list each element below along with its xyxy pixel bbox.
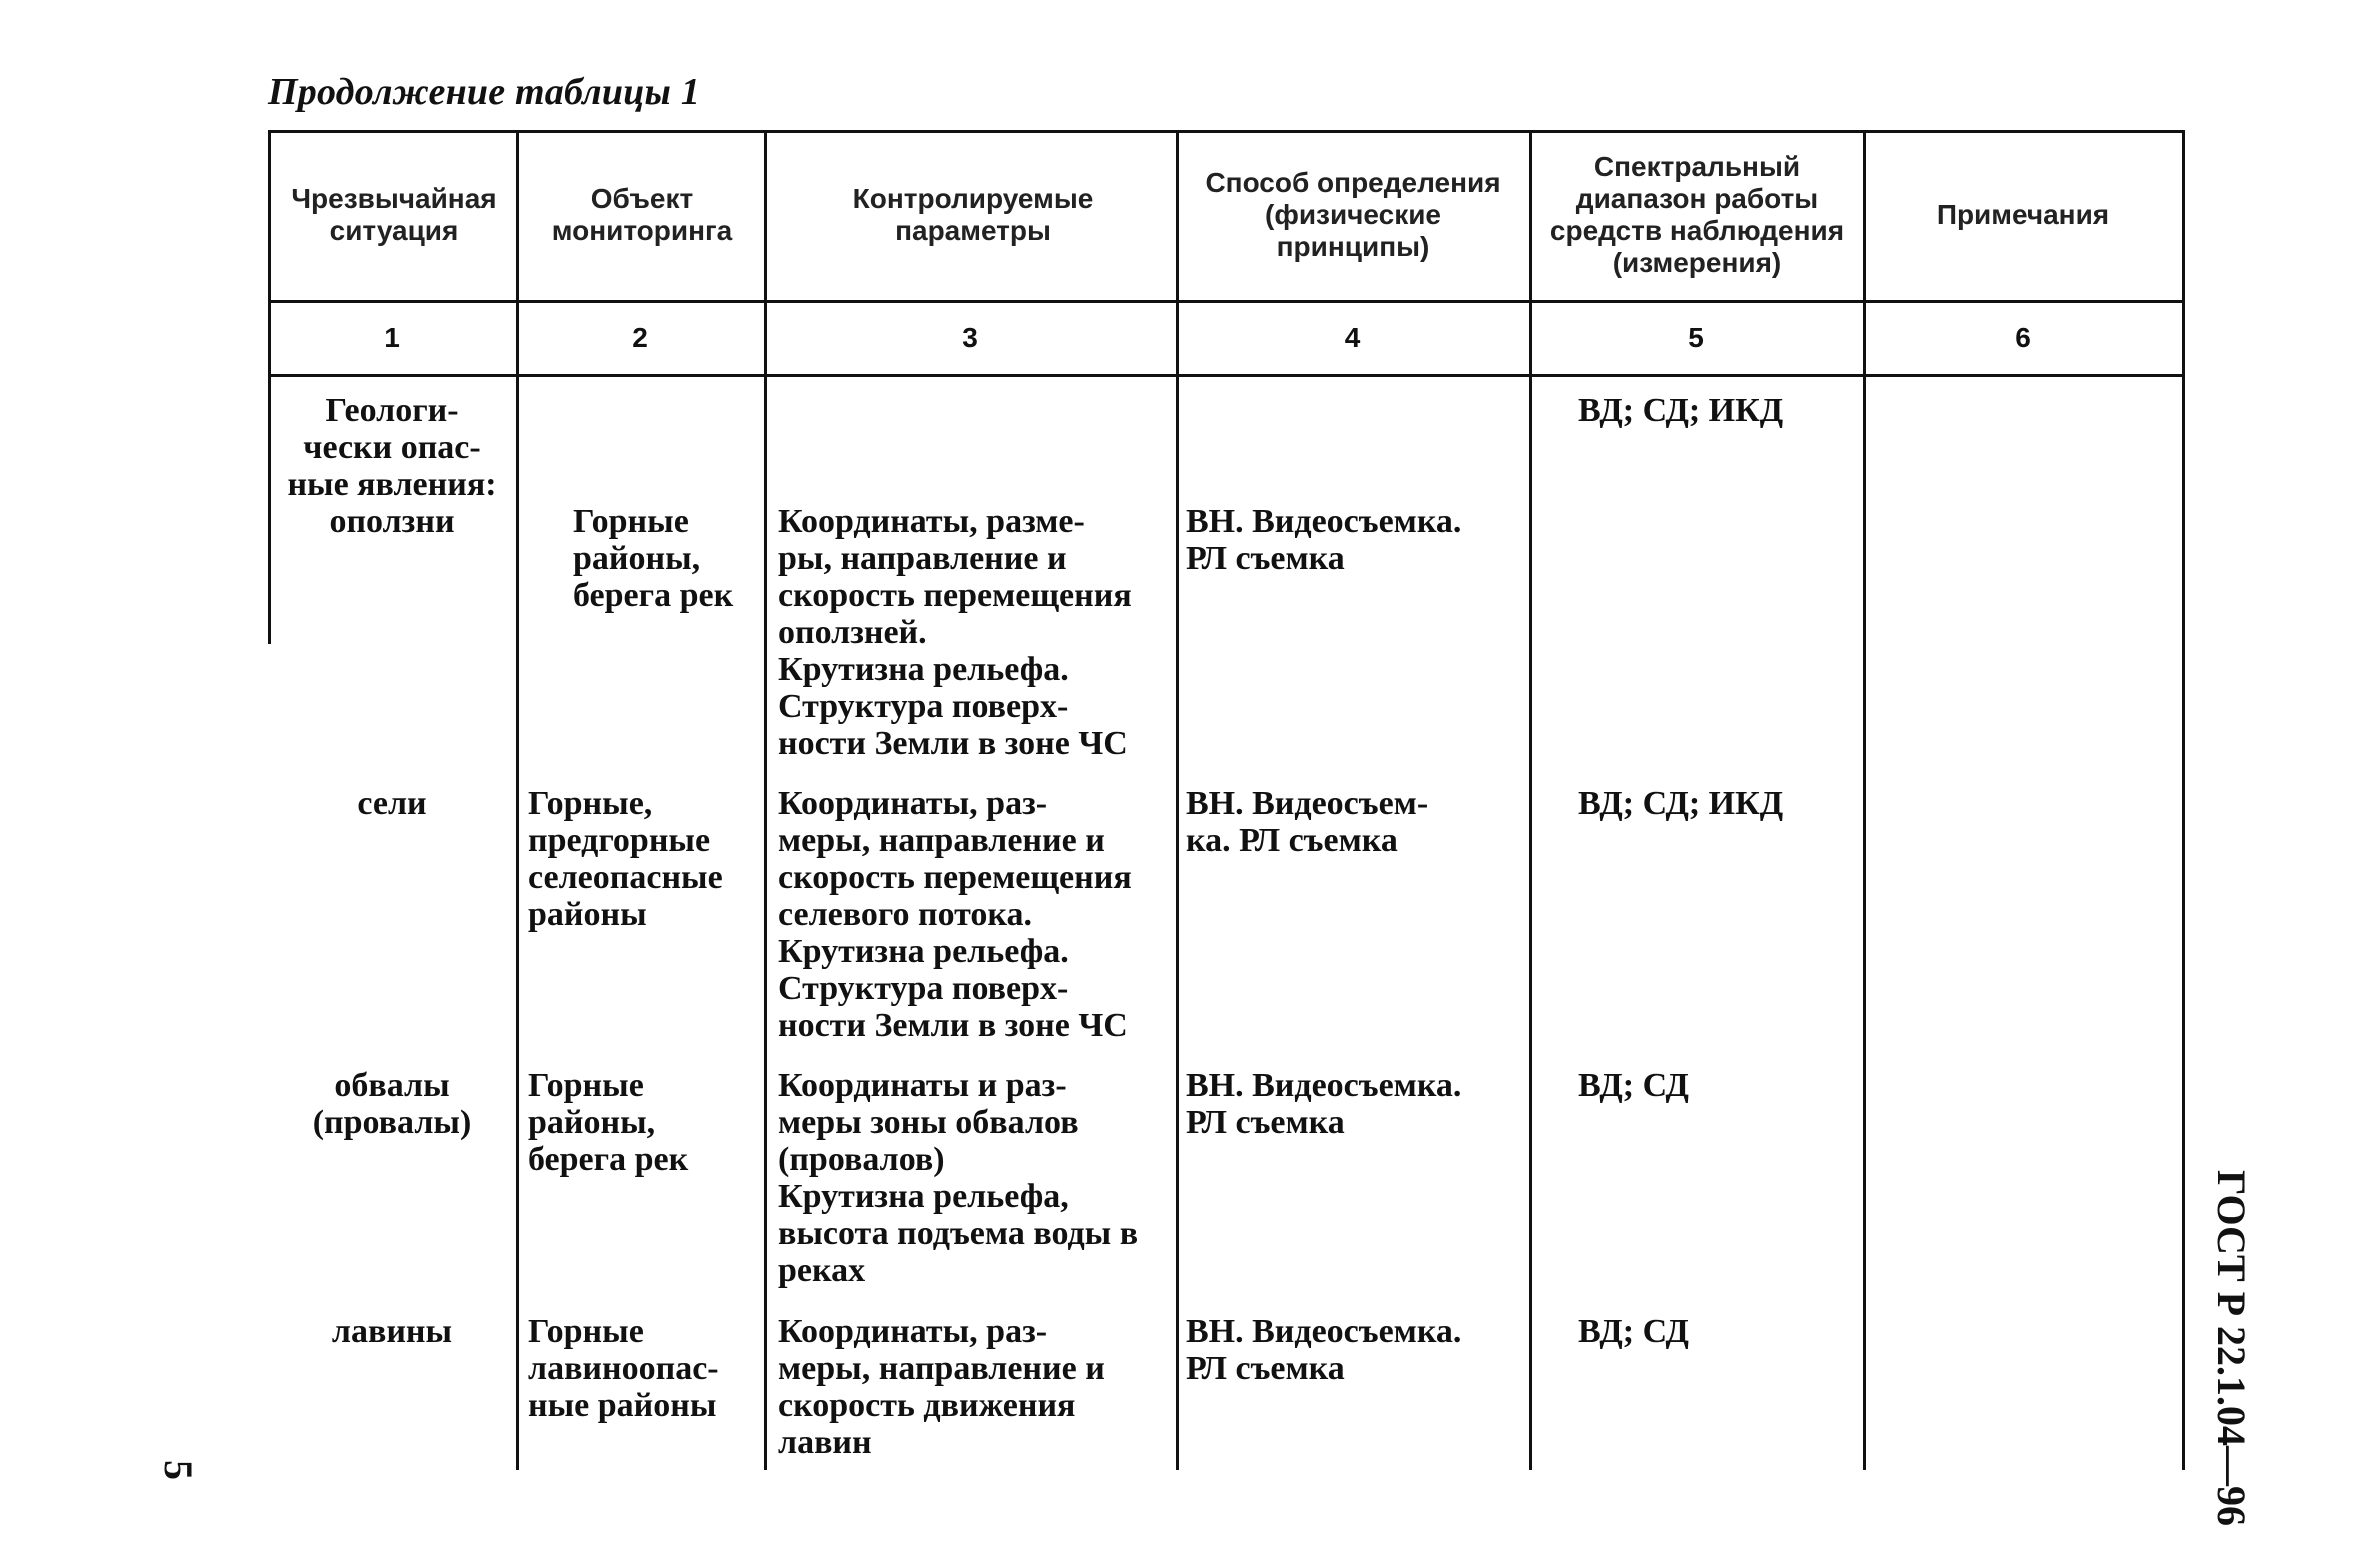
standard-designation: ГОСТ Р 22.1.04—96 xyxy=(2209,1170,2254,1527)
table-row-range: ВД; СД; ИКД xyxy=(1578,785,1784,822)
header-params: Контролируемые параметры xyxy=(852,183,1094,246)
table-row-range: ВД; СД xyxy=(1578,1067,1689,1104)
table-caption: Продолжение таблицы 1 xyxy=(268,71,701,113)
table-row-params: Координаты и раз- меры зоны обвалов (провалов) Крутизна рельефа, высота подъема воды в реках xyxy=(778,1067,1139,1289)
table-row-situation: лавины xyxy=(331,1313,453,1350)
table-row-method: ВН. Видеосъемка. РЛ съемка xyxy=(1186,503,1462,577)
col-number-2: 2 xyxy=(632,322,648,353)
table-row-method: ВН. Видеосъем- ка. РЛ съемка xyxy=(1186,785,1429,859)
header-object: Объект мониторинга xyxy=(551,183,733,246)
header-range: Спектральный диапазон работы средств наблюдения (измерения) xyxy=(1549,151,1845,278)
table-row-object: Горные районы, берега рек xyxy=(573,503,734,614)
header-method: Способ определения (физические принципы) xyxy=(1205,167,1501,262)
table-row-object: Горные лавиноопас- ные районы xyxy=(528,1313,719,1424)
table-row-params: Координаты, разме- ры, направление и скорость перемещения оползней. Крутизна рельефа. Структура поверх- ности Земли в зоне ЧС xyxy=(778,503,1132,762)
page-number: 5 xyxy=(156,1460,201,1480)
monitoring-table xyxy=(268,130,2184,1470)
table-row-situation: оползни xyxy=(329,503,455,540)
table-row-situation: сели xyxy=(357,785,427,822)
table-row-method: ВН. Видеосъемка. РЛ съемка xyxy=(1186,1313,1462,1387)
group-title: Геологи- чески опас- ные явления: xyxy=(287,392,497,503)
table-row-params: Координаты, раз- меры, направление и скорость движения лавин xyxy=(778,1313,1105,1461)
header-notes: Примечания xyxy=(1936,199,2110,230)
table-row-object: Горные, предгорные селеопасные районы xyxy=(528,785,723,933)
table-row-range: ВД; СД xyxy=(1578,1313,1689,1350)
col-number-1: 1 xyxy=(384,322,400,353)
table-row-object: Горные районы, берега рек xyxy=(528,1067,689,1178)
table-row-situation: обвалы (провалы) xyxy=(312,1067,472,1141)
col-number-4: 4 xyxy=(1344,322,1361,353)
table-row-params: Координаты, раз- меры, направление и скорость перемещения селевого потока. Крутизна рельефа. Структура поверх- ности Земли в зоне ЧС xyxy=(778,785,1132,1044)
numbers-bottom-border xyxy=(268,374,2184,377)
col-number-5: 5 xyxy=(1688,322,1704,353)
table-row-range: ВД; СД; ИКД xyxy=(1578,392,1784,429)
col-number-3: 3 xyxy=(962,322,978,353)
col-number-6: 6 xyxy=(2015,322,2031,353)
table-row-method: ВН. Видеосъемка. РЛ съемка xyxy=(1186,1067,1462,1141)
header-situation: Чрезвычайная ситуация xyxy=(291,183,497,246)
